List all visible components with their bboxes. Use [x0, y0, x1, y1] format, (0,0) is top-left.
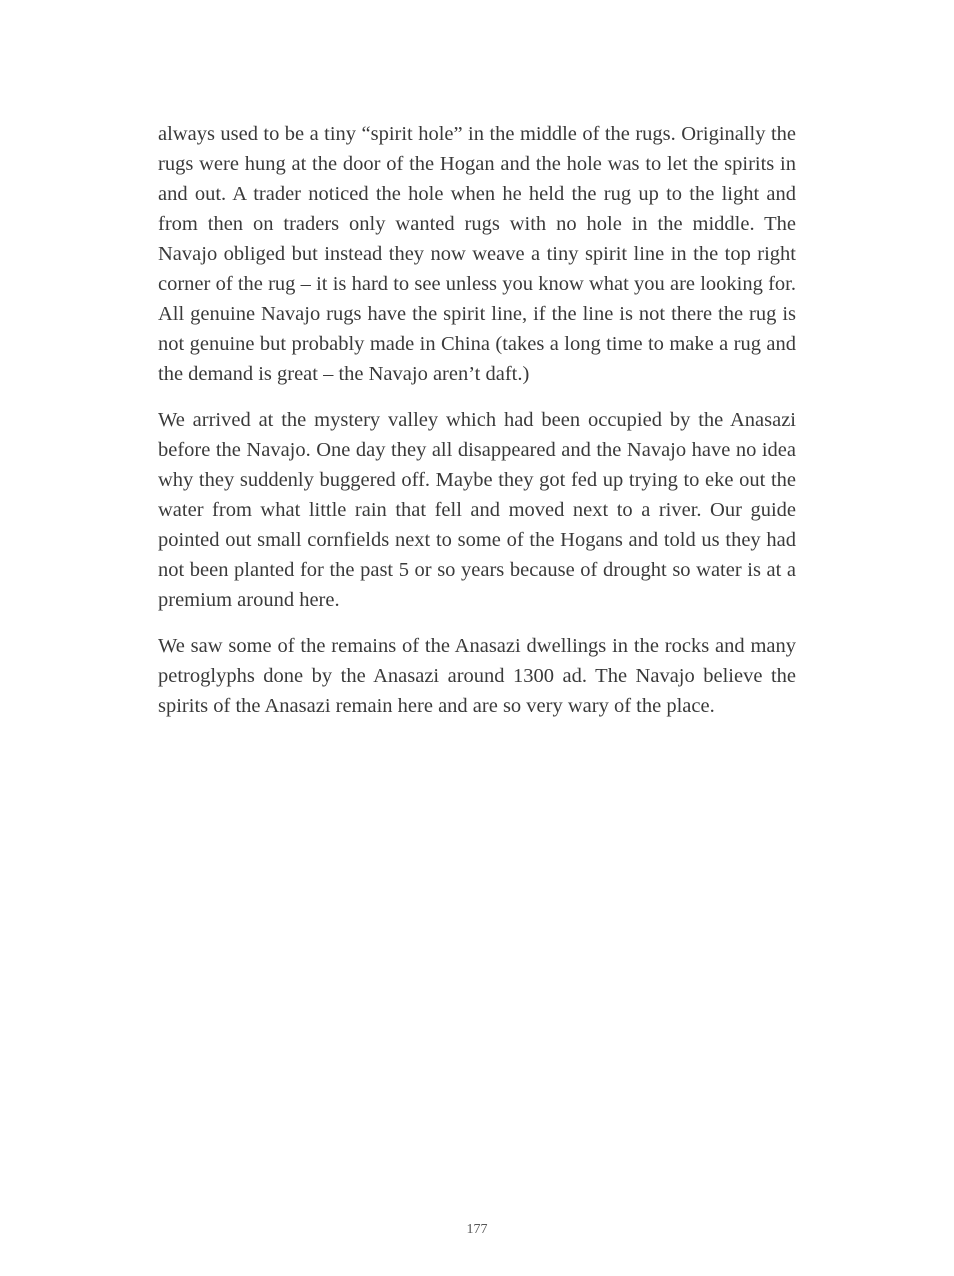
page-number: 177 — [466, 1222, 488, 1237]
paragraph-spirit-line: always used to be a tiny “spirit hole” in the middle of the rugs. Originally the rugs were hung at the door of the Hogan and the hole was to let the spirits in and out. A trader noticed the hole when he held the rug up to the light and from then on traders only wanted rugs with no hole in the middle. The Navajo obliged but instead they now weave a tiny spirit line in the top right corner of the rug – it is hard to see unless you know what you are looking for. All genuine Navajo rugs have the spirit line, if the line is not there the rug is not genuine but probably made in China (takes a long time to make a rug and the demand is great – the Navajo aren’t daft.) — [158, 123, 796, 385]
body-text — [158, 119, 796, 737]
paragraph-anasazi-dwellings: We saw some of the remains of the Anasazi dwellings in the rocks and many petroglyphs done by the Anasazi around 1300 ad. The Navajo believe the spirits of the Anasazi remain here and are so very wary of the place. — [158, 635, 796, 717]
paragraph-mystery-valley: We arrived at the mystery valley which had been occupied by the Anasazi before the Navajo. One day they all disappeared and the Navajo have no idea why they suddenly buggered off. Maybe they got fed up trying to eke out the water from what little rain that fell and moved next to a river. Our guide pointed out small cornfields next to some of the Hogans and told us they had not been planted for the past 5 or so years because of drought so water is at a premium around here. — [158, 409, 796, 611]
